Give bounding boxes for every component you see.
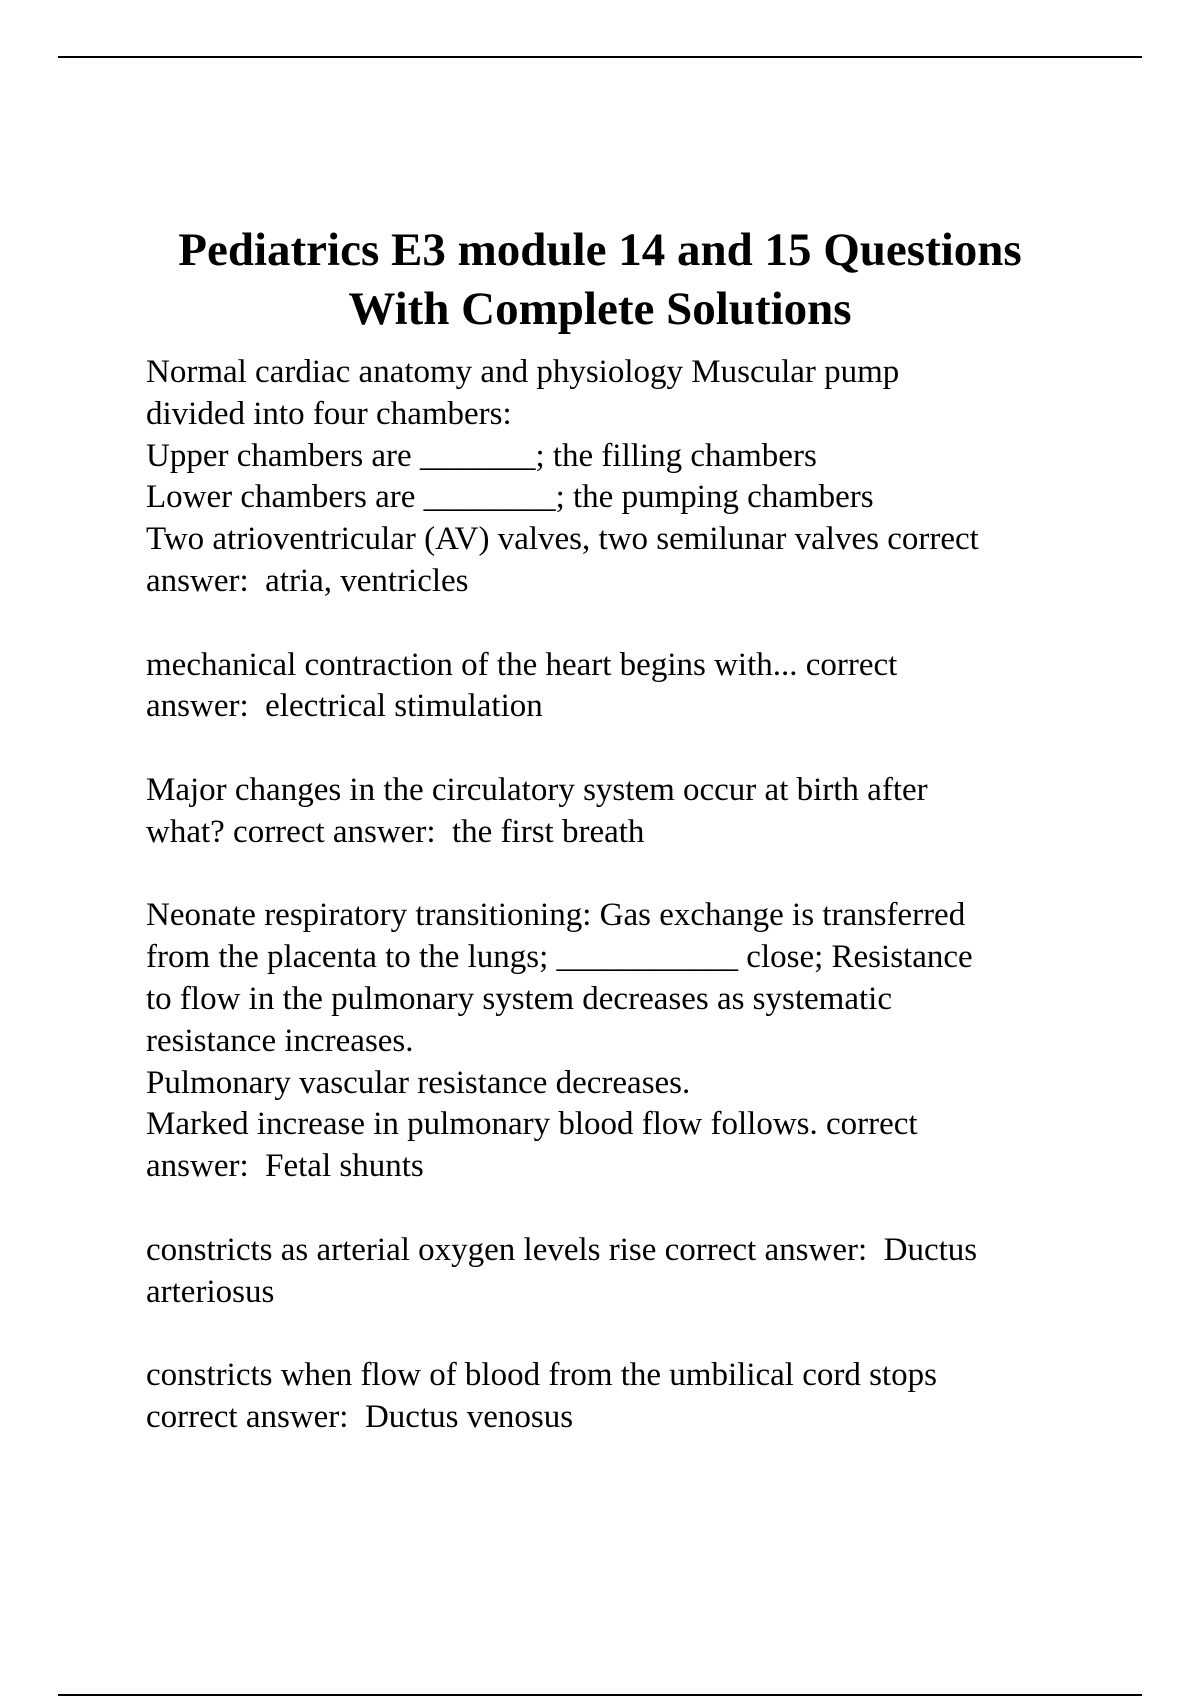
bottom-rule: [58, 1694, 1142, 1696]
text-line: what? correct answer: the first breath: [146, 813, 645, 850]
text-line: resistance increases.: [146, 1022, 414, 1059]
qa-block-3: [146, 770, 1106, 854]
text-line: Two atrioventricular (AV) valves, two semilunar valves correct: [146, 521, 979, 558]
title-line-2: With Complete Solutions: [348, 283, 852, 336]
text-line: from the placenta to the lungs; ___________ close; Resistance: [146, 939, 973, 976]
text-line: Neonate respiratory transitioning: Gas exchange is transferred: [146, 897, 966, 934]
text-line: Upper chambers are _______; the filling chambers: [146, 437, 817, 474]
text-line: to flow in the pulmonary system decreases as systematic: [146, 980, 892, 1017]
text-line: answer: electrical stimulation: [146, 688, 543, 725]
title-line-1: Pediatrics E3 module 14 and 15 Questions: [178, 224, 1022, 277]
qa-block-5: [146, 1230, 1106, 1314]
document-body: [146, 352, 1106, 1481]
text-line: correct answer: Ductus venosus: [146, 1398, 574, 1435]
qa-block-1: [146, 352, 1106, 603]
text-line: constricts as arterial oxygen levels rise correct answer: Ductus: [146, 1231, 978, 1268]
text-line: arteriosus: [146, 1273, 275, 1310]
qa-block-4: [146, 895, 1106, 1188]
text-line: divided into four chambers:: [146, 395, 512, 432]
text-line: Pulmonary vascular resistance decreases.: [146, 1064, 691, 1101]
text-line: answer: atria, ventricles: [146, 562, 469, 599]
text-line: answer: Fetal shunts: [146, 1148, 424, 1185]
page-title: [100, 221, 1100, 339]
qa-block-6: [146, 1355, 1106, 1439]
text-line: Major changes in the circulatory system occur at birth after: [146, 771, 928, 808]
text-line: Normal cardiac anatomy and physiology Muscular pump: [146, 354, 900, 390]
text-line: mechanical contraction of the heart begins with... correct: [146, 646, 898, 683]
top-rule: [58, 56, 1142, 58]
text-line: constricts when flow of blood from the umbilical cord stops: [146, 1357, 937, 1394]
qa-block-2: [146, 645, 1106, 729]
text-line: Lower chambers are ________; the pumping chambers: [146, 479, 874, 516]
text-line: Marked increase in pulmonary blood flow follows. correct: [146, 1106, 918, 1143]
